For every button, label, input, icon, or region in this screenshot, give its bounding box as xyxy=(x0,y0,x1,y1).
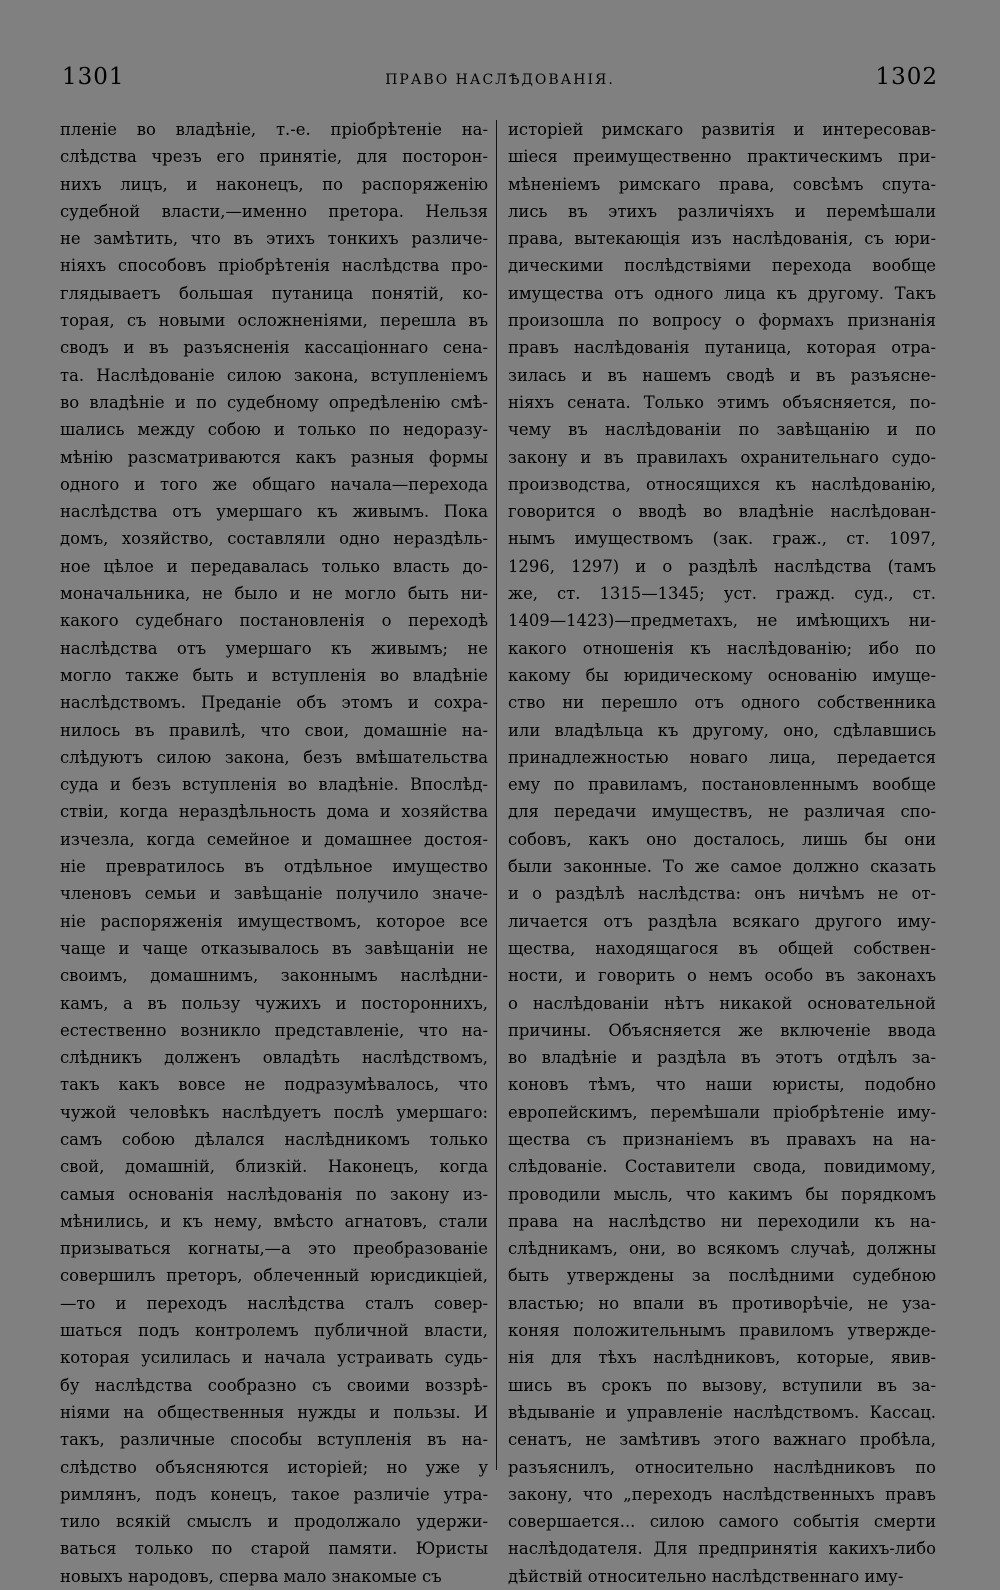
text-line: такъ какъ вовсе не подразумѣвалось, что xyxy=(60,1075,488,1095)
text-line: —то и переходъ наслѣдства сталъ совер- xyxy=(60,1293,488,1313)
text-line: тило всякій смыслъ и продолжало удержи- xyxy=(60,1512,488,1532)
text-line: сводъ и въ разъясненія кассаціоннаго сена- xyxy=(60,338,488,358)
text-line: проводили мысль, что какимъ бы порядкомъ xyxy=(508,1184,936,1204)
text-line: ніе распоряженія имуществомъ, которое все xyxy=(60,911,488,931)
text-line: были законные. То же самое должно сказать xyxy=(508,857,936,877)
text-line: камъ, а въ пользу чужихъ и постороннихъ, xyxy=(60,993,488,1013)
text-line: исторіей римскаго развитія и интересовав- xyxy=(508,120,936,139)
text-line: разъяснилъ, относительно наслѣдниковъ по xyxy=(508,1457,936,1477)
text-line: какого отношенія къ наслѣдованію; ибо по xyxy=(508,638,936,658)
text-line: щества съ признаніемъ въ правахъ на на- xyxy=(508,1129,936,1149)
text-line: которая усилилась и начала устраивать судь- xyxy=(60,1348,488,1368)
right-page-number: 1302 xyxy=(875,64,938,90)
text-line: шаться подъ контролемъ публичной власти, xyxy=(60,1321,488,1341)
text-line: глядываетъ большая путаница понятій, ко- xyxy=(60,283,488,303)
right-text-column xyxy=(508,116,936,1590)
text-line: 1296, 1297) и о раздѣлѣ наслѣдства (тамъ xyxy=(508,556,936,576)
text-line: во владѣніе и раздѣла въ этотъ отдѣлъ за- xyxy=(508,1048,936,1068)
text-line: торая, съ новыми осложненіями, перешла въ xyxy=(60,311,488,331)
text-line: совершилъ преторъ, облеченный юрисдикціей, xyxy=(60,1266,488,1286)
text-line: закону, что „переходъ наслѣдственныхъ правъ xyxy=(508,1484,936,1504)
text-line: быть утверждены за послѣдними судебною xyxy=(508,1266,936,1286)
text-line: правъ наслѣдованія путаница, которая отра- xyxy=(508,338,936,358)
text-line: имущества отъ одного лица къ другому. Такъ xyxy=(508,283,936,303)
text-line: самъ собою дѣлался наслѣдникомъ только xyxy=(60,1129,488,1149)
text-line: какого судебнаго постановленія о переходѣ xyxy=(60,611,488,631)
text-line: ваться только по старой памяти. Юристы xyxy=(60,1539,488,1559)
text-line: наслѣдства отъ умершаго къ живымъ; не xyxy=(60,638,488,658)
text-line: права на наслѣдство ни переходили къ на- xyxy=(508,1211,936,1231)
text-line: производства, относящихся къ наслѣдованію, xyxy=(508,474,936,494)
text-line: наслѣдодателя. Для предпринятія какихъ-либо xyxy=(508,1539,936,1559)
text-line: чему въ наслѣдованіи по завѣщанію и по xyxy=(508,420,936,440)
text-line: чужой человѣкъ наслѣдуетъ послѣ умершаго: xyxy=(60,1102,488,1122)
text-line: одного и того же общаго начала—перехода xyxy=(60,474,488,494)
text-line: ное цѣлое и передавалась только власть до- xyxy=(60,556,488,576)
text-line: дѣйствій относительно наслѣдственнаго иму- xyxy=(508,1566,904,1586)
text-line: могло также быть и вступленія во владѣніе xyxy=(60,665,488,685)
text-line: шись въ срокъ по вызову, вступили въ за- xyxy=(508,1375,936,1395)
text-line: свой, домашній, близкій. Наконецъ, когда xyxy=(60,1157,488,1177)
text-line: слѣдованіе. Составители свода, повидимому, xyxy=(508,1157,936,1177)
text-line: шіеся преимущественно практическимъ при- xyxy=(508,147,936,167)
text-line: и о раздѣлѣ наслѣдства: онъ ничѣмъ не от- xyxy=(508,884,936,904)
text-line: ніями на общественныя нужды и пользы. И xyxy=(60,1402,488,1422)
text-line: бу наслѣдства сообразно съ своими воззрѣ- xyxy=(60,1375,488,1395)
running-title: ПРАВО НАСЛѢДОВАНІЯ. xyxy=(385,72,615,88)
text-line: чаще и чаще отказывалось въ завѣщаніи не xyxy=(60,938,488,958)
text-line: или владѣльца къ другому, оно, сдѣлавшись xyxy=(508,720,936,740)
left-text-column xyxy=(60,116,488,1590)
text-line: ности, и говорить о немъ особо въ законахъ xyxy=(508,966,936,986)
text-line: своимъ, домашнимъ, законнымъ наслѣдни- xyxy=(60,966,488,986)
text-line: собовъ, какъ оно досталось, лишь бы они xyxy=(508,829,936,849)
text-line: сенатъ, не замѣтивъ этого важнаго пробѣла, xyxy=(508,1430,936,1450)
text-line: нилось въ правилѣ, что свои, домашніе на- xyxy=(60,720,488,740)
text-line: причины. Объясняется же включеніе ввода xyxy=(508,1020,936,1040)
text-line: щества, находящагося въ общей собствен- xyxy=(508,938,936,958)
text-line: нія для тѣхъ наслѣдниковъ, которые, явив- xyxy=(508,1348,936,1368)
text-line: естественно возникло представленіе, что на- xyxy=(60,1020,488,1040)
text-line: зилась и въ нашемъ сводѣ и въ разъясне- xyxy=(508,365,936,385)
text-line: нихъ лицъ, и наконецъ, по распоряженію xyxy=(60,174,488,194)
text-line: римлянъ, подъ конецъ, такое различіе утра- xyxy=(60,1484,488,1504)
left-page-number: 1301 xyxy=(62,64,125,90)
text-line: изчезла, когда семейное и домашнее достоя- xyxy=(60,829,488,849)
text-line: ему по правиламъ, постановленнымъ вообще xyxy=(508,775,936,795)
text-line: судебной власти,—именно претора. Нельзя xyxy=(60,201,488,221)
text-line: слѣдникъ долженъ овладѣть наслѣдствомъ, xyxy=(60,1048,488,1068)
text-line: ніяхъ сената. Только этимъ объясняется, по- xyxy=(508,392,936,412)
text-line: наслѣдства отъ умершаго къ живымъ. Пока xyxy=(60,502,488,522)
text-line: совершается... силою самого событія смерти xyxy=(508,1512,936,1532)
text-line: домъ, хозяйство, составляли одно нераздѣль- xyxy=(60,529,488,549)
text-line: слѣдства чрезъ его принятіе, для посторон- xyxy=(60,147,488,167)
text-line: не замѣтить, что въ этихъ тонкихъ различе- xyxy=(60,229,488,249)
text-line: же, ст. 1315—1345; уст. гражд. суд., ст. xyxy=(508,584,936,604)
text-line: та. Наслѣдованіе силою закона, вступленіемъ xyxy=(60,365,488,385)
text-line: коновъ тѣмъ, что наши юристы, подобно xyxy=(508,1075,936,1095)
text-line: ство ни перешло отъ одного собственника xyxy=(508,693,936,713)
page-header xyxy=(62,64,938,104)
text-line: слѣдуютъ силою закона, безъ вмѣшательства xyxy=(60,747,488,767)
text-line: вѣдываніе и управленіе наслѣдствомъ. Кассац. xyxy=(508,1402,936,1422)
text-line: мѣненіемъ римскаго права, совсѣмъ спута- xyxy=(508,174,936,194)
text-line: мѣнились, и къ нему, вмѣсто агнатовъ, стали xyxy=(60,1211,488,1231)
text-line: моначальника, не было и не могло быть ни- xyxy=(60,584,488,604)
text-line: коняя положительнымъ правиломъ утвержде- xyxy=(508,1321,936,1341)
text-line: ніяхъ способовъ пріобрѣтенія наслѣдства про- xyxy=(60,256,488,276)
text-line: ствіи, когда нераздѣльность дома и хозяйства xyxy=(60,802,488,822)
text-line: властью; но впали въ противорѣчіе, не уза- xyxy=(508,1293,936,1313)
text-line: принадлежностью новаго лица, передается xyxy=(508,747,936,767)
text-line: во владѣніе и по судебному опредѣленію смѣ- xyxy=(60,392,488,412)
text-line: слѣдство объясняются исторіей; но уже у xyxy=(60,1457,488,1477)
text-line: суда и безъ вступленія во владѣніе. Впослѣд- xyxy=(60,775,488,795)
text-line: права, вытекающія изъ наслѣдованія, съ юри- xyxy=(508,229,936,249)
column-divider xyxy=(496,120,497,1470)
text-line: европейскимъ, перемѣшали пріобрѣтеніе иму- xyxy=(508,1102,936,1122)
text-line: нымъ имуществомъ (зак. граж., ст. 1097, xyxy=(508,529,936,549)
text-line: какому бы юридическому основанію имуще- xyxy=(508,665,936,685)
text-line: закону и въ правилахъ охранительнаго судо- xyxy=(508,447,936,467)
text-line: наслѣдствомъ. Преданіе объ этомъ и сохра- xyxy=(60,693,488,713)
text-line: произошла по вопросу о формахъ признанія xyxy=(508,311,936,331)
text-line: членовъ семьи и завѣщаніе получило значе- xyxy=(60,884,488,904)
text-line: 1409—1423)—предметахъ, не имѣющихъ ни- xyxy=(508,611,936,631)
text-line: пленіе во владѣніе, т.-е. пріобрѣтеніе на- xyxy=(60,120,488,139)
text-line: слѣдникамъ, они, во всякомъ случаѣ, должны xyxy=(508,1239,936,1259)
text-line: такъ, различные способы вступленія въ на- xyxy=(60,1430,488,1450)
text-line: самыя основанія наслѣдованія по закону из- xyxy=(60,1184,488,1204)
text-line: личается отъ раздѣла всякаго другого иму- xyxy=(508,911,936,931)
text-line: новыхъ народовъ, сперва мало знакомые съ xyxy=(60,1566,442,1586)
text-line: призываться когнаты,—а это преобразованіе xyxy=(60,1239,488,1259)
text-line: говорится о вводѣ во владѣніе наслѣдован- xyxy=(508,502,936,522)
text-line: ніе превратилось въ отдѣльное имущество xyxy=(60,857,488,877)
text-line: шались между собою и только по недоразу- xyxy=(60,420,488,440)
text-line: дическими послѣдствіями перехода вообще xyxy=(508,256,936,276)
text-line: лись въ этихъ различіяхъ и перемѣшали xyxy=(508,201,936,221)
text-line: о наслѣдованіи нѣтъ никакой основательной xyxy=(508,993,936,1013)
text-line: мѣнію разсматриваются какъ разныя формы xyxy=(60,447,488,467)
text-line: для передачи имуществъ, не различая спо- xyxy=(508,802,936,822)
